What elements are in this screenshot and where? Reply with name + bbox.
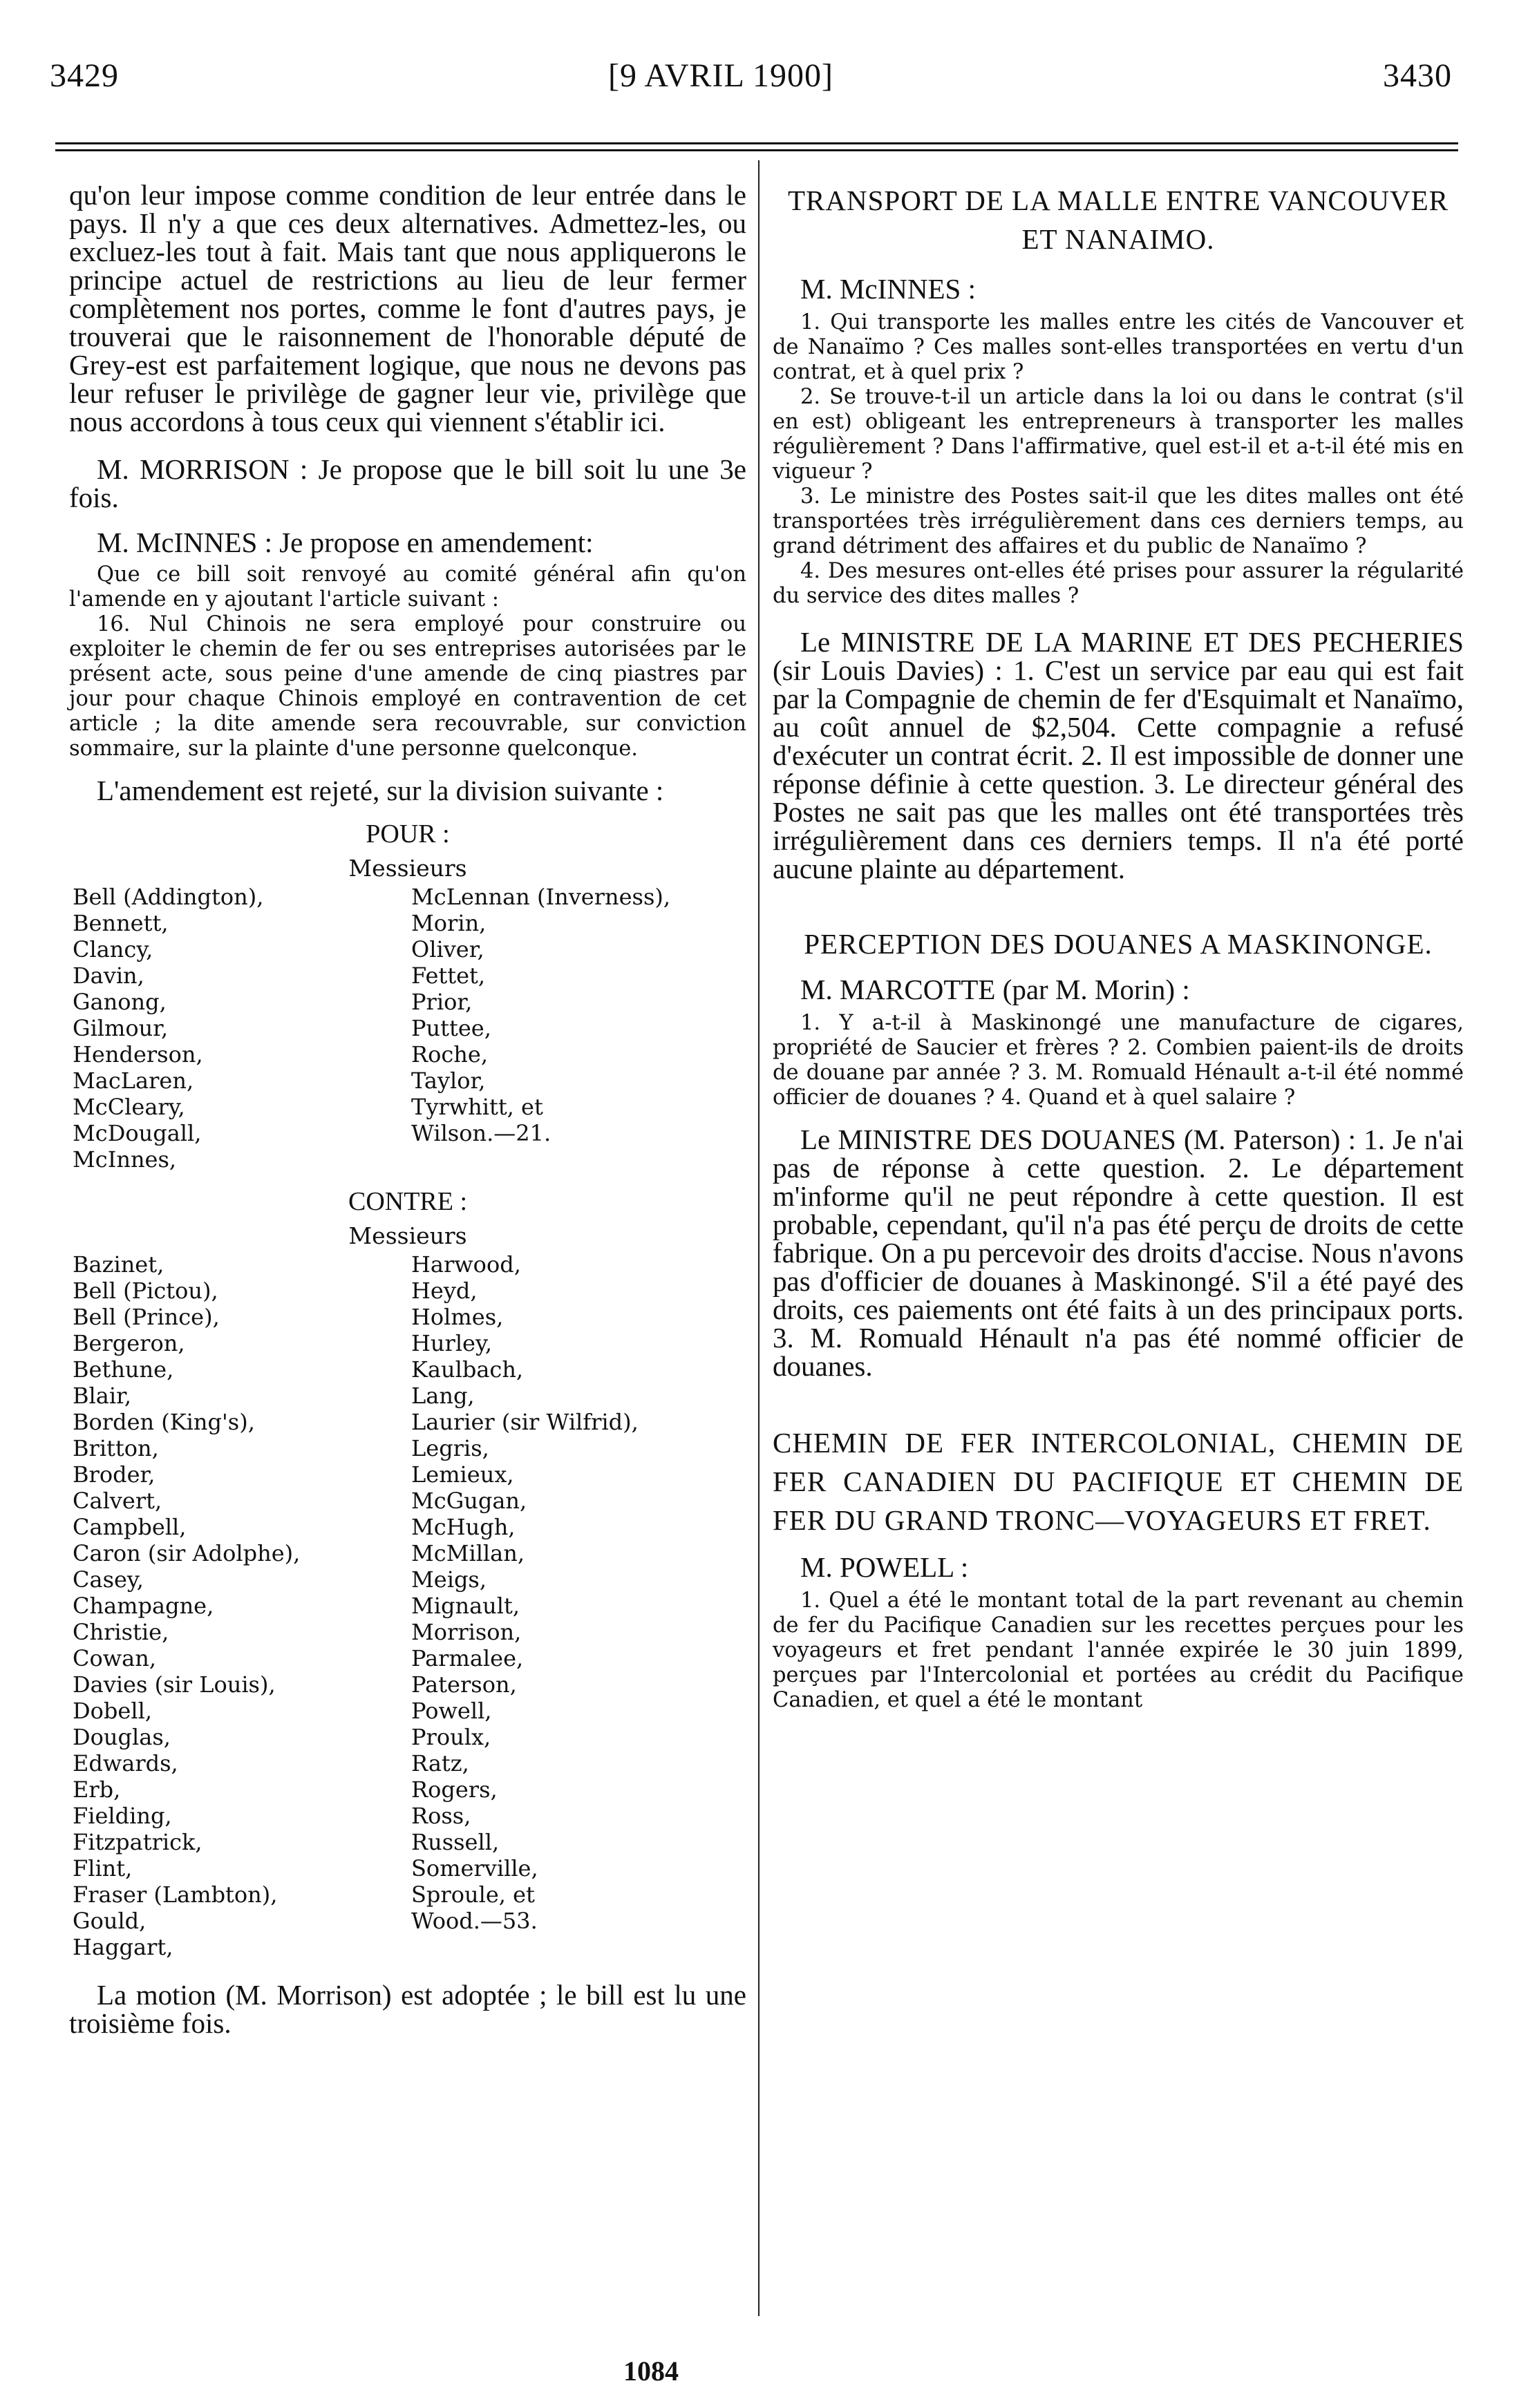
amendment-text: Que ce bill soit renvoyé au comité général afin qu'on l'amende en y ajoutant l'article suivant : <box>69 562 746 612</box>
question-powell: 1. Quel a été le montant total de la part revenant au chemin de fer du Pacifique Canadien sur les recettes perçues pour les voyageurs et fret pendant l'année expirée le 30 juin 1899, perçues par l'Intercolonial et portées au crédit du Pacifique Canadien, et quel a été le montant <box>773 1589 1464 1712</box>
left-column <box>69 181 746 2038</box>
voter-name: Fraser (Lambton), <box>73 1881 278 1908</box>
voter-name: Bell (Addington), <box>73 884 264 910</box>
pour-vote-list <box>69 884 746 1173</box>
voter-name: Ganong, <box>73 989 167 1015</box>
voter-name: McHugh, <box>411 1514 516 1540</box>
voter-name: Heyd, <box>411 1278 478 1304</box>
question-1: 1. Qui transporte les malles entre les cités de Vancouver et de Nanaïmo ? Ces malles sont-elles transportées en vertu d'un contrat, et à quel prix ? <box>773 310 1464 384</box>
voter-name: Blair, <box>73 1383 132 1409</box>
voter-name: Morrison, <box>411 1619 522 1645</box>
voter-name: Oliver, <box>411 936 484 963</box>
voter-name: Lemieux, <box>411 1461 514 1488</box>
speaker-marcotte: M. MARCOTTE (par M. Morin) : <box>800 974 1190 1005</box>
voter-name: Britton, <box>73 1435 159 1461</box>
left-paragraph-1: qu'on leur impose comme condition de leur entrée dans le pays. Il n'y a que ces deux alternatives. Admettez-les, ou excluez-les tout à fait. Mais tant que nous appliquerons le principe actuel de restrictions au lieu de leur fermer complètement nos portes, comme le font d'autres pays, je trouverai que le raisonnement de l'honorable député de Grey-est est parfaitement logique, que nous ne devons pas leur refuser le privilège de gagner leur vie, privilège que nous accordons à tous ceux qui viennent s'établir ici. <box>69 179 746 437</box>
voter-name: Christie, <box>73 1619 169 1645</box>
voter-name: Dobell, <box>73 1698 152 1724</box>
speaker-mcinnes: M. McINNES : <box>800 273 976 305</box>
answer-marine: Le MINISTRE DE LA MARINE ET DES PECHERIES (sir Louis Davies) : 1. C'est un service par eau qui est fait par la Compagnie de chemin de fer d'Esquimalt et Nanaïmo, au coût annuel de $2,504. Cette compagnie a refusé d'exécuter un contrat écrit. 2. Il est impossible de donner une réponse définie à cette question. 3. Le directeur général des Postes ne sait pas que les malles ont été transportées très irrégulièrement dans ces derniers temps. Il n'a été porté aucune plainte au département. <box>773 626 1464 884</box>
voter-name: Bazinet, <box>73 1251 164 1278</box>
voter-name: Fettet, <box>411 963 486 989</box>
voter-name: Hurley, <box>411 1330 492 1356</box>
voter-name: Wilson.—21. <box>411 1120 551 1146</box>
voter-name: Gould, <box>73 1908 147 1934</box>
voter-name: Prior, <box>411 989 473 1015</box>
pour-messieurs: Messieurs <box>348 855 467 882</box>
voter-name: McGugan, <box>411 1488 527 1514</box>
motion-adopted: La motion (M. Morrison) est adoptée ; le bill est lu une troisième fois. <box>69 1979 746 2039</box>
header-rule-bottom <box>55 149 1458 151</box>
voter-name: Rogers, <box>411 1776 498 1803</box>
voter-name: McLennan (Inverness), <box>411 884 671 910</box>
voter-name: Caron (sir Adolphe), <box>73 1540 301 1566</box>
voter-name: Fitzpatrick, <box>73 1829 202 1855</box>
left-page-number: 3429 <box>50 57 119 94</box>
contre-vote-list <box>69 1251 746 1960</box>
voter-name: Morin, <box>411 910 487 936</box>
voter-name: Kaulbach, <box>411 1356 524 1383</box>
voter-name: Wood.—53. <box>411 1908 538 1934</box>
heading-chemin-de-fer: CHEMIN DE FER INTERCOLONIAL, CHEMIN DE FER CANADIEN DU PACIFIQUE ET CHEMIN DE FER DU GRAND TRONC—VOYAGEURS ET FRET. <box>773 1427 1464 1536</box>
heading-perception-douanes: PERCEPTION DES DOUANES A MASKINONGE. <box>804 928 1433 960</box>
voter-name: Roche, <box>411 1041 488 1068</box>
page-date: [9 AVRIL 1900] <box>608 57 833 94</box>
voter-name: Fielding, <box>73 1803 172 1829</box>
voter-name: Taylor, <box>411 1068 486 1094</box>
question-4: 4. Des mesures ont-elles été prises pour assurer la régularité du service des dites malles ? <box>773 559 1464 608</box>
right-column <box>773 181 1464 1713</box>
voter-name: McDougall, <box>73 1120 202 1146</box>
voter-name: Somerville, <box>411 1855 538 1881</box>
voter-name: Laurier (sir Wilfrid), <box>411 1409 639 1435</box>
voter-name: Henderson, <box>73 1041 203 1068</box>
voter-name: Gilmour, <box>73 1015 169 1041</box>
voter-name: Bergeron, <box>73 1330 185 1356</box>
voter-name: Douglas, <box>73 1724 171 1750</box>
voter-name: Haggart, <box>73 1934 173 1960</box>
header-rule-top <box>55 142 1458 144</box>
voter-name: Bennett, <box>73 910 169 936</box>
question-3: 3. Le ministre des Postes sait-il que les dites malles ont été transportées très irrégulièrement dans ces derniers temps, au grand détriment des affaires et du public de Nanaïmo ? <box>773 484 1464 558</box>
amendment-rejected: L'amendement est rejeté, sur la division suivante : <box>97 775 664 806</box>
voter-name: Mignault, <box>411 1593 520 1619</box>
voter-name: Cowan, <box>73 1645 156 1671</box>
voter-name: Bell (Prince), <box>73 1304 220 1330</box>
voter-name: Holmes, <box>411 1304 504 1330</box>
pour-heading: POUR : <box>366 819 450 849</box>
footer-page-number: 1084 <box>623 2355 679 2387</box>
voter-name <box>411 1146 746 1173</box>
voter-name: Erb, <box>73 1776 121 1803</box>
voter-name <box>411 1934 746 1960</box>
voter-name: Bell (Pictou), <box>73 1278 218 1304</box>
heading-transport-malle: TRANSPORT DE LA MALLE ENTRE VANCOUVER ET NANAIMO. <box>788 184 1449 255</box>
voter-name: Legris, <box>411 1435 489 1461</box>
voter-name: Proulx, <box>411 1724 491 1750</box>
answer-douanes: Le MINISTRE DES DOUANES (M. Paterson) : 1. Je n'ai pas de réponse à cette question. 2. Le département m'informe qu'il ne peut répondre à cette question. Il est probable, cependant, qu'il n'a pas été perçu de droits de cette fabrique. On a pu percevoir des droits d'accise. Nous n'avons pas d'officier de douanes à Maskinongé. S'il a été payé des droits, ces paiements ont été faits à un des principaux ports. 3. M. Romuald Hénault n'a pas été nommé officier de douanes. <box>773 1124 1464 1382</box>
voter-name: Bethune, <box>73 1356 174 1383</box>
question-maskinonge: 1. Y a-t-il à Maskinongé une manufacture de cigares, propriété de Saucier et frères ? 2. Combien paient-ils de droits de douane par année ? 3. M. Romuald Hénault a-t-il été nommé officier de douanes ? 4. Quand et à quel salaire ? <box>773 1011 1464 1110</box>
voter-name: Champagne, <box>73 1593 214 1619</box>
contre-messieurs: Messieurs <box>348 1222 467 1249</box>
voter-name: McInnes, <box>73 1146 177 1173</box>
voter-name: McMillan, <box>411 1540 525 1566</box>
voter-name: Harwood, <box>411 1251 521 1278</box>
voter-name: Russell, <box>411 1829 500 1855</box>
voter-name: Casey, <box>73 1566 144 1593</box>
voter-name: Davin, <box>73 963 144 989</box>
motion-mcinnes: M. McINNES : Je propose en amendement: <box>97 527 594 558</box>
voter-name: Lang, <box>411 1383 475 1409</box>
voter-name: Sproule, et <box>411 1881 535 1908</box>
column-divider <box>758 160 760 2316</box>
voter-name: Paterson, <box>411 1671 517 1698</box>
voter-name: Ross, <box>411 1803 471 1829</box>
voter-name: Flint, <box>73 1855 133 1881</box>
voter-name: Powell, <box>411 1698 492 1724</box>
speaker-powell: M. POWELL : <box>800 1551 969 1583</box>
right-page-number: 3430 <box>1383 57 1452 94</box>
voter-name: Calvert, <box>73 1488 162 1514</box>
voter-name: MacLaren, <box>73 1068 194 1094</box>
voter-name: Campbell, <box>73 1514 187 1540</box>
motion-morrison: M. MORRISON : Je propose que le bill soit lu une 3e fois. <box>69 453 746 513</box>
voter-name: McCleary, <box>73 1094 185 1120</box>
voter-name: Davies (sir Louis), <box>73 1671 276 1698</box>
voter-name: Borden (King's), <box>73 1409 255 1435</box>
voter-name: Tyrwhitt, et <box>411 1094 543 1120</box>
voter-name: Meigs, <box>411 1566 487 1593</box>
voter-name: Puttee, <box>411 1015 491 1041</box>
voter-name: Edwards, <box>73 1750 178 1776</box>
question-2: 2. Se trouve-t-il un article dans la loi ou dans le contrat (s'il en est) obligeant les entrepreneurs à transporter les malles régulièrement ? Dans l'affirmative, quel est-il et a-t-il été mis en vigueur ? <box>773 385 1464 484</box>
voter-name: Parmalee, <box>411 1645 524 1671</box>
voter-name: Broder, <box>73 1461 155 1488</box>
voter-name: Clancy, <box>73 936 153 963</box>
voter-name: Ratz, <box>411 1750 469 1776</box>
contre-heading: CONTRE : <box>348 1187 468 1216</box>
article-16: 16. Nul Chinois ne sera employé pour construire ou exploiter le chemin de fer ou ses entreprises autorisées par le présent acte, sous peine d'une amende de cinq piastres par jour pour chaque Chinois employé en contravention de cet article ; la dite amende sera recouvrable, sur conviction sommaire, sur la plainte d'une personne quelconque. <box>69 612 746 761</box>
